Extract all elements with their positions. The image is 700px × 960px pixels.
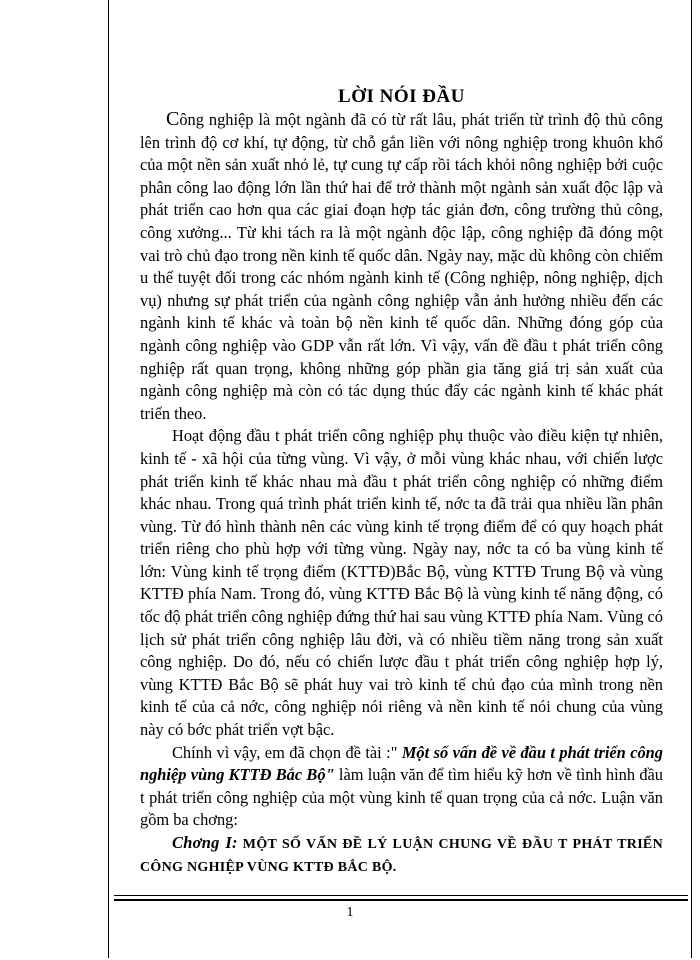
page-title: LỜI NÓI ĐẦU [338, 86, 465, 107]
chapter-label: Chơng I: [172, 833, 238, 852]
chapter-1-heading [140, 832, 663, 879]
intro-before: Chính vì vậy, em đã chọn đề tài :" [172, 742, 398, 762]
footer-rule-thick [114, 899, 688, 901]
thesis-topic: Một số vấn đề về đầu t phát triển công nghiệp vùng KTTĐ Bắc Bộ" [140, 742, 663, 785]
document-body [140, 108, 663, 879]
footer-rule [114, 895, 688, 896]
paragraph-2: Hoạt động đầu t phát triển công nghiệp phụ thuộc vào điều kiện tự nhiên, kinh tế - xã hội của từng vùng. Vì vậy, ở mỗi vùng khác nhau, với chiến lược phát triển kinh tế khác nhau mà đầu t phát triển công nghiệp có những điểm khác nhau. Trong quá trình phát triển kinh tế, nớc ta đã trải qua nhiều lần phân vùng. Từ đó hình thành nên các vùng kinh tế trọng điểm để có quy hoạch phát triển riêng cho phù hợp với từng vùng. Ngày nay, nớc ta có ba vùng kinh tế lớn: Vùng kinh tế trọng điểm (KTTĐ)Bắc Bộ, vùng KTTĐ Trung Bộ và vùng KTTĐ phía Nam. Trong đó, vùng KTTĐ Bắc Bộ là vùng kinh tế năng động, có tốc độ phát triển công nghiệp đứng thứ hai sau vùng KTTĐ phía Nam. Vùng có lịch sử phát triển công nghiệp lâu đời, và có nhiều tiềm năng trong sản xuất công nghiệp. Do đó, nếu có chiến lược đầu t phát triển công nghiệp hợp lý, vùng KTTĐ Bắc Bộ sẽ phát huy vai trò kinh tế chủ đạo của mình trong nền kinh tế của cả nớc, công nghiệp nói riêng và nền kinh tế nói chung của vùng này có bớc phát triển vợt bậc. [140, 426, 663, 740]
chapter-title: MỘT SỐ VẤN ĐỀ LÝ LUẬN CHUNG VỀ ĐẦU T PHÁT TRIỂN CÔNG NGHIỆP VÙNG KTTĐ BẮC BỘ. [140, 837, 663, 875]
paragraph-1: Công nghiệp là một ngành đã có từ rất lâu, phát triển từ trình độ thủ công lên trình độ cơ khí, tự động, từ chỗ gắn liền với nông nghiệp trong khuôn khổ của một nền sản xuất nhỏ lẻ, tự cung tự cấp rồi tách khỏi nông nghiệp bởi cuộc phân công lao động lớn lần thứ hai để trở thành một ngành sản xuất độc lập và phát triển cao hơn qua các giai đoạn hợp tác giản đơn, công trường thủ công, công xưởng... Từ khi tách ra là một ngành độc lập, công nghiệp đã đóng một vai trò chủ đạo trong nền kinh tế quốc dân. Ngày nay, mặc dù không còn chiếm u thế tuyệt đối trong các nhóm ngành kinh tế (Công nghiệp, nông nghiệp, dịch vụ) nhưng sự phát triển của ngành công nghiệp vẫn ảnh hưởng nhiều đến các ngành kinh tế khác và toàn bộ nền kinh tế quốc dân. Những đóng góp của ngành công nghiệp vào GDP vẫn rất lớn. Vì vậy, vấn đề đầu t phát triển công nghiệp rất quan trọng, không những góp phần gia tăng giá trị sản xuất của ngành công nghiệp mà còn có tác dụng thúc đẩy các ngành kinh tế khác phát triển theo. [140, 108, 663, 423]
page-number: 1 [346, 905, 354, 920]
paragraph-intro [140, 742, 663, 832]
intro-after: làm luận văn để tìm hiểu kỹ hơn về tình hình đầu t phát triển công nghiệp của một vùng kinh tế quan trọng của cả nớc. Luận văn gồm ba chơng: [140, 765, 663, 830]
